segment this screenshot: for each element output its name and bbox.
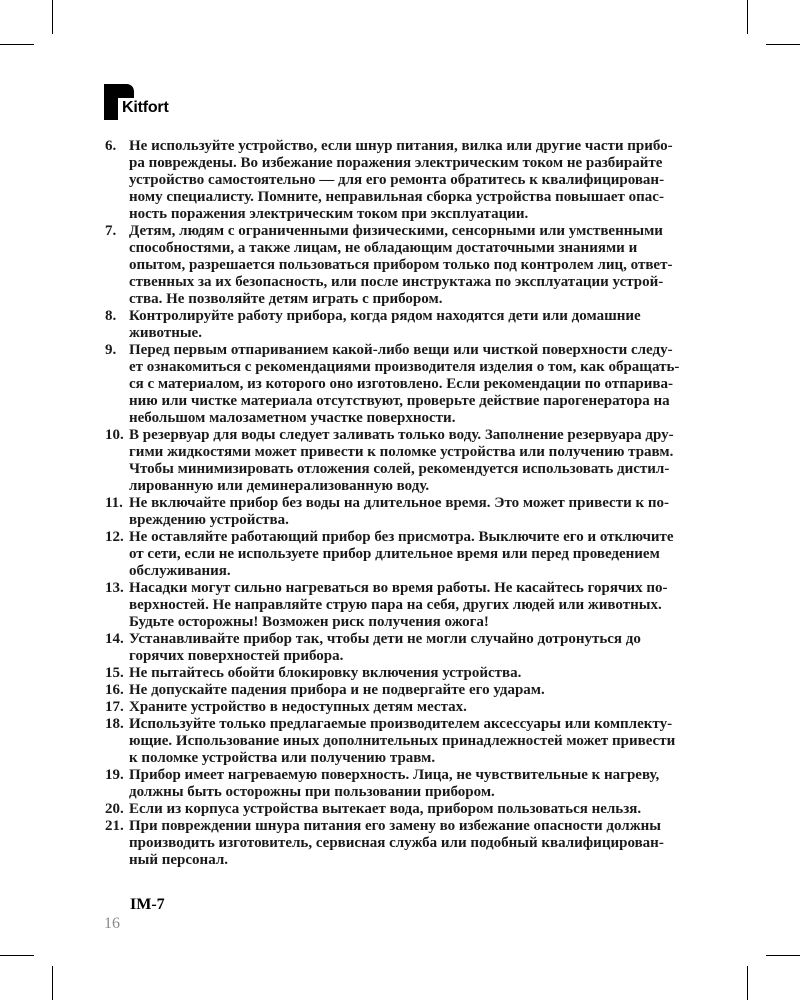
list-item-number: 19. [105, 767, 124, 783]
list-item-text [129, 801, 705, 818]
list-item-number: 13. [105, 580, 124, 596]
list-item-text [129, 631, 705, 665]
list-item [105, 767, 705, 801]
list-item-number: 12. [105, 529, 124, 545]
list-item-number: 9. [105, 342, 117, 358]
list-item [105, 818, 705, 869]
text-line: ность поражения электрическим током при эксплуатации. [129, 206, 529, 222]
list-item [105, 665, 705, 682]
text-line: верхностей. Не направляйте струю пара на себя, других людей или животных. [129, 597, 662, 613]
text-line: вреждению устройства. [129, 512, 289, 528]
list-item [105, 716, 705, 767]
text-line: Не допускайте падения прибора и не подвергайте его ударам. [129, 682, 545, 698]
text-line: Храните устройство в недоступных детям местах. [129, 699, 467, 715]
text-line: небольшом малозаметном участке поверхности. [129, 410, 456, 426]
text-line: ному специалисту. Помните, неправильная сборка устройства повышает опас- [129, 189, 664, 205]
list-item-text [129, 580, 705, 631]
crop-mark [747, 0, 748, 34]
list-item-text [129, 716, 705, 767]
list-item-number: 10. [105, 427, 124, 443]
text-line: гими жидкостями может привести к поломке устройства или получению травм. [129, 444, 674, 460]
crop-mark [766, 44, 800, 45]
list-item [105, 495, 705, 529]
list-item [105, 308, 705, 342]
crop-mark [0, 44, 34, 45]
text-line: Будьте осторожны! Возможен риск получения ожога! [129, 614, 489, 630]
text-line: Не используйте устройство, если шнур питания, вилка или другие части прибо- [129, 138, 673, 154]
list-item [105, 223, 705, 308]
list-item-number: 7. [105, 223, 117, 239]
text-line: В резервуар для воды следует заливать только воду. Заполнение резервуара дру- [129, 427, 674, 443]
list-item [105, 801, 705, 818]
text-line: ющие. Использование иных дополнительных принадлежностей может привести [129, 733, 676, 749]
text-line: ственных за их безопасность, или после инструктажа по эксплуатации устрой- [129, 274, 664, 290]
text-line: Прибор имеет нагреваемую поверхность. Лица, не чувствительные к нагреву, [129, 767, 660, 783]
list-item-number: 21. [105, 818, 124, 834]
list-item [105, 342, 705, 427]
list-item-number: 14. [105, 631, 124, 647]
text-line: При повреждении шнура питания его замену во избежание опасности должны [129, 818, 661, 834]
text-line: Если из корпуса устройства вытекает вода, прибором пользоваться нельзя. [129, 801, 642, 817]
text-line: Детям, людям с ограниченными физическими, сенсорными или умственными [129, 223, 663, 239]
text-line: от сети, если не используете прибор длительное время или перед проведением [129, 546, 660, 562]
list-item-text [129, 308, 705, 342]
list-item [105, 699, 705, 716]
brand-name: Kitfort [122, 99, 169, 116]
text-line: горячих поверхностей прибора. [129, 648, 344, 664]
list-item [105, 138, 705, 223]
text-line: Чтобы минимизировать отложения солей, рекомендуется использовать дистил- [129, 461, 670, 477]
list-item [105, 529, 705, 580]
list-item-text [129, 138, 705, 223]
text-line: Используйте только предлагаемые производителем аксессуары или комплекту- [129, 716, 673, 732]
text-line: к поломке устройства или получению травм. [129, 750, 436, 766]
list-item-number: 6. [105, 138, 117, 154]
list-item-text [129, 223, 705, 308]
text-line: Перед первым отпариванием какой-либо вещи или чисткой поверхности следу- [129, 342, 673, 358]
page-number: 16 [104, 915, 120, 932]
list-item-number: 16. [105, 682, 124, 698]
text-line: устройство самостоятельно — для его ремонта обратитесь к квалифицирован- [129, 172, 665, 188]
list-item [105, 631, 705, 665]
model-number: IM-7 [130, 896, 165, 913]
list-item-number: 8. [105, 308, 117, 324]
text-line: опытом, разрешается пользоваться прибором только под контролем лиц, ответ- [129, 257, 673, 273]
list-item-text [129, 665, 705, 682]
crop-mark [747, 966, 748, 1000]
list-item [105, 427, 705, 495]
text-line: Не оставляйте работающий прибор без присмотра. Выключите его и отключите [129, 529, 674, 545]
crop-mark [0, 955, 34, 956]
list-item-text [129, 529, 705, 580]
text-line: способностями, а также лицам, не обладающим достаточными знаниями и [129, 240, 638, 256]
text-line: Не включайте прибор без воды на длительное время. Это может привести к по- [129, 495, 669, 511]
list-item-text [129, 427, 705, 495]
text-line: ный персонал. [129, 852, 228, 868]
list-item-number: 11. [105, 495, 123, 511]
list-item-text [129, 818, 705, 869]
text-line: ет ознакомиться с рекомендациями производителя изделия о том, как обращать- [129, 359, 680, 375]
list-item-number: 20. [105, 801, 124, 817]
text-line: обслуживания. [129, 563, 231, 579]
crop-mark [766, 955, 800, 956]
text-line: Не пытайтесь обойти блокировку включения устройства. [129, 665, 522, 681]
text-line: производить изготовитель, сервисная служба или подобный квалифицирован- [129, 835, 664, 851]
text-line: Насадки могут сильно нагреваться во время работы. Не касайтесь горячих по- [129, 580, 668, 596]
list-item [105, 682, 705, 699]
list-item-text [129, 682, 705, 699]
text-line: Устанавливайте прибор так, чтобы дети не могли случайно дотронуться до [129, 631, 641, 647]
list-item [105, 580, 705, 631]
text-line: ся с материалом, из которого оно изготовлено. Если рекомендации по отпарива- [129, 376, 673, 392]
list-item-text [129, 342, 705, 427]
text-line: Контролируйте работу прибора, когда рядом находятся дети или домашние [129, 308, 641, 324]
crop-mark [52, 966, 53, 1000]
text-line: должны быть осторожны при пользовании прибором. [129, 784, 495, 800]
list-item-text [129, 699, 705, 716]
text-line: животные. [129, 325, 202, 341]
safety-instructions-list [105, 138, 705, 869]
text-line: нию или чистке материала отсутствуют, проверьте действие парогенератора на [129, 393, 670, 409]
list-item-text [129, 767, 705, 801]
crop-mark [52, 0, 53, 34]
text-line: ра повреждены. Во избежание поражения электрическим током не разбирайте [129, 155, 663, 171]
list-item-number: 17. [105, 699, 124, 715]
list-item-number: 15. [105, 665, 124, 681]
text-line: ства. Не позволяйте детям играть с прибором. [129, 291, 443, 307]
list-item-number: 18. [105, 716, 124, 732]
text-line: лированную или деминерализованную воду. [129, 478, 430, 494]
list-item-text [129, 495, 705, 529]
